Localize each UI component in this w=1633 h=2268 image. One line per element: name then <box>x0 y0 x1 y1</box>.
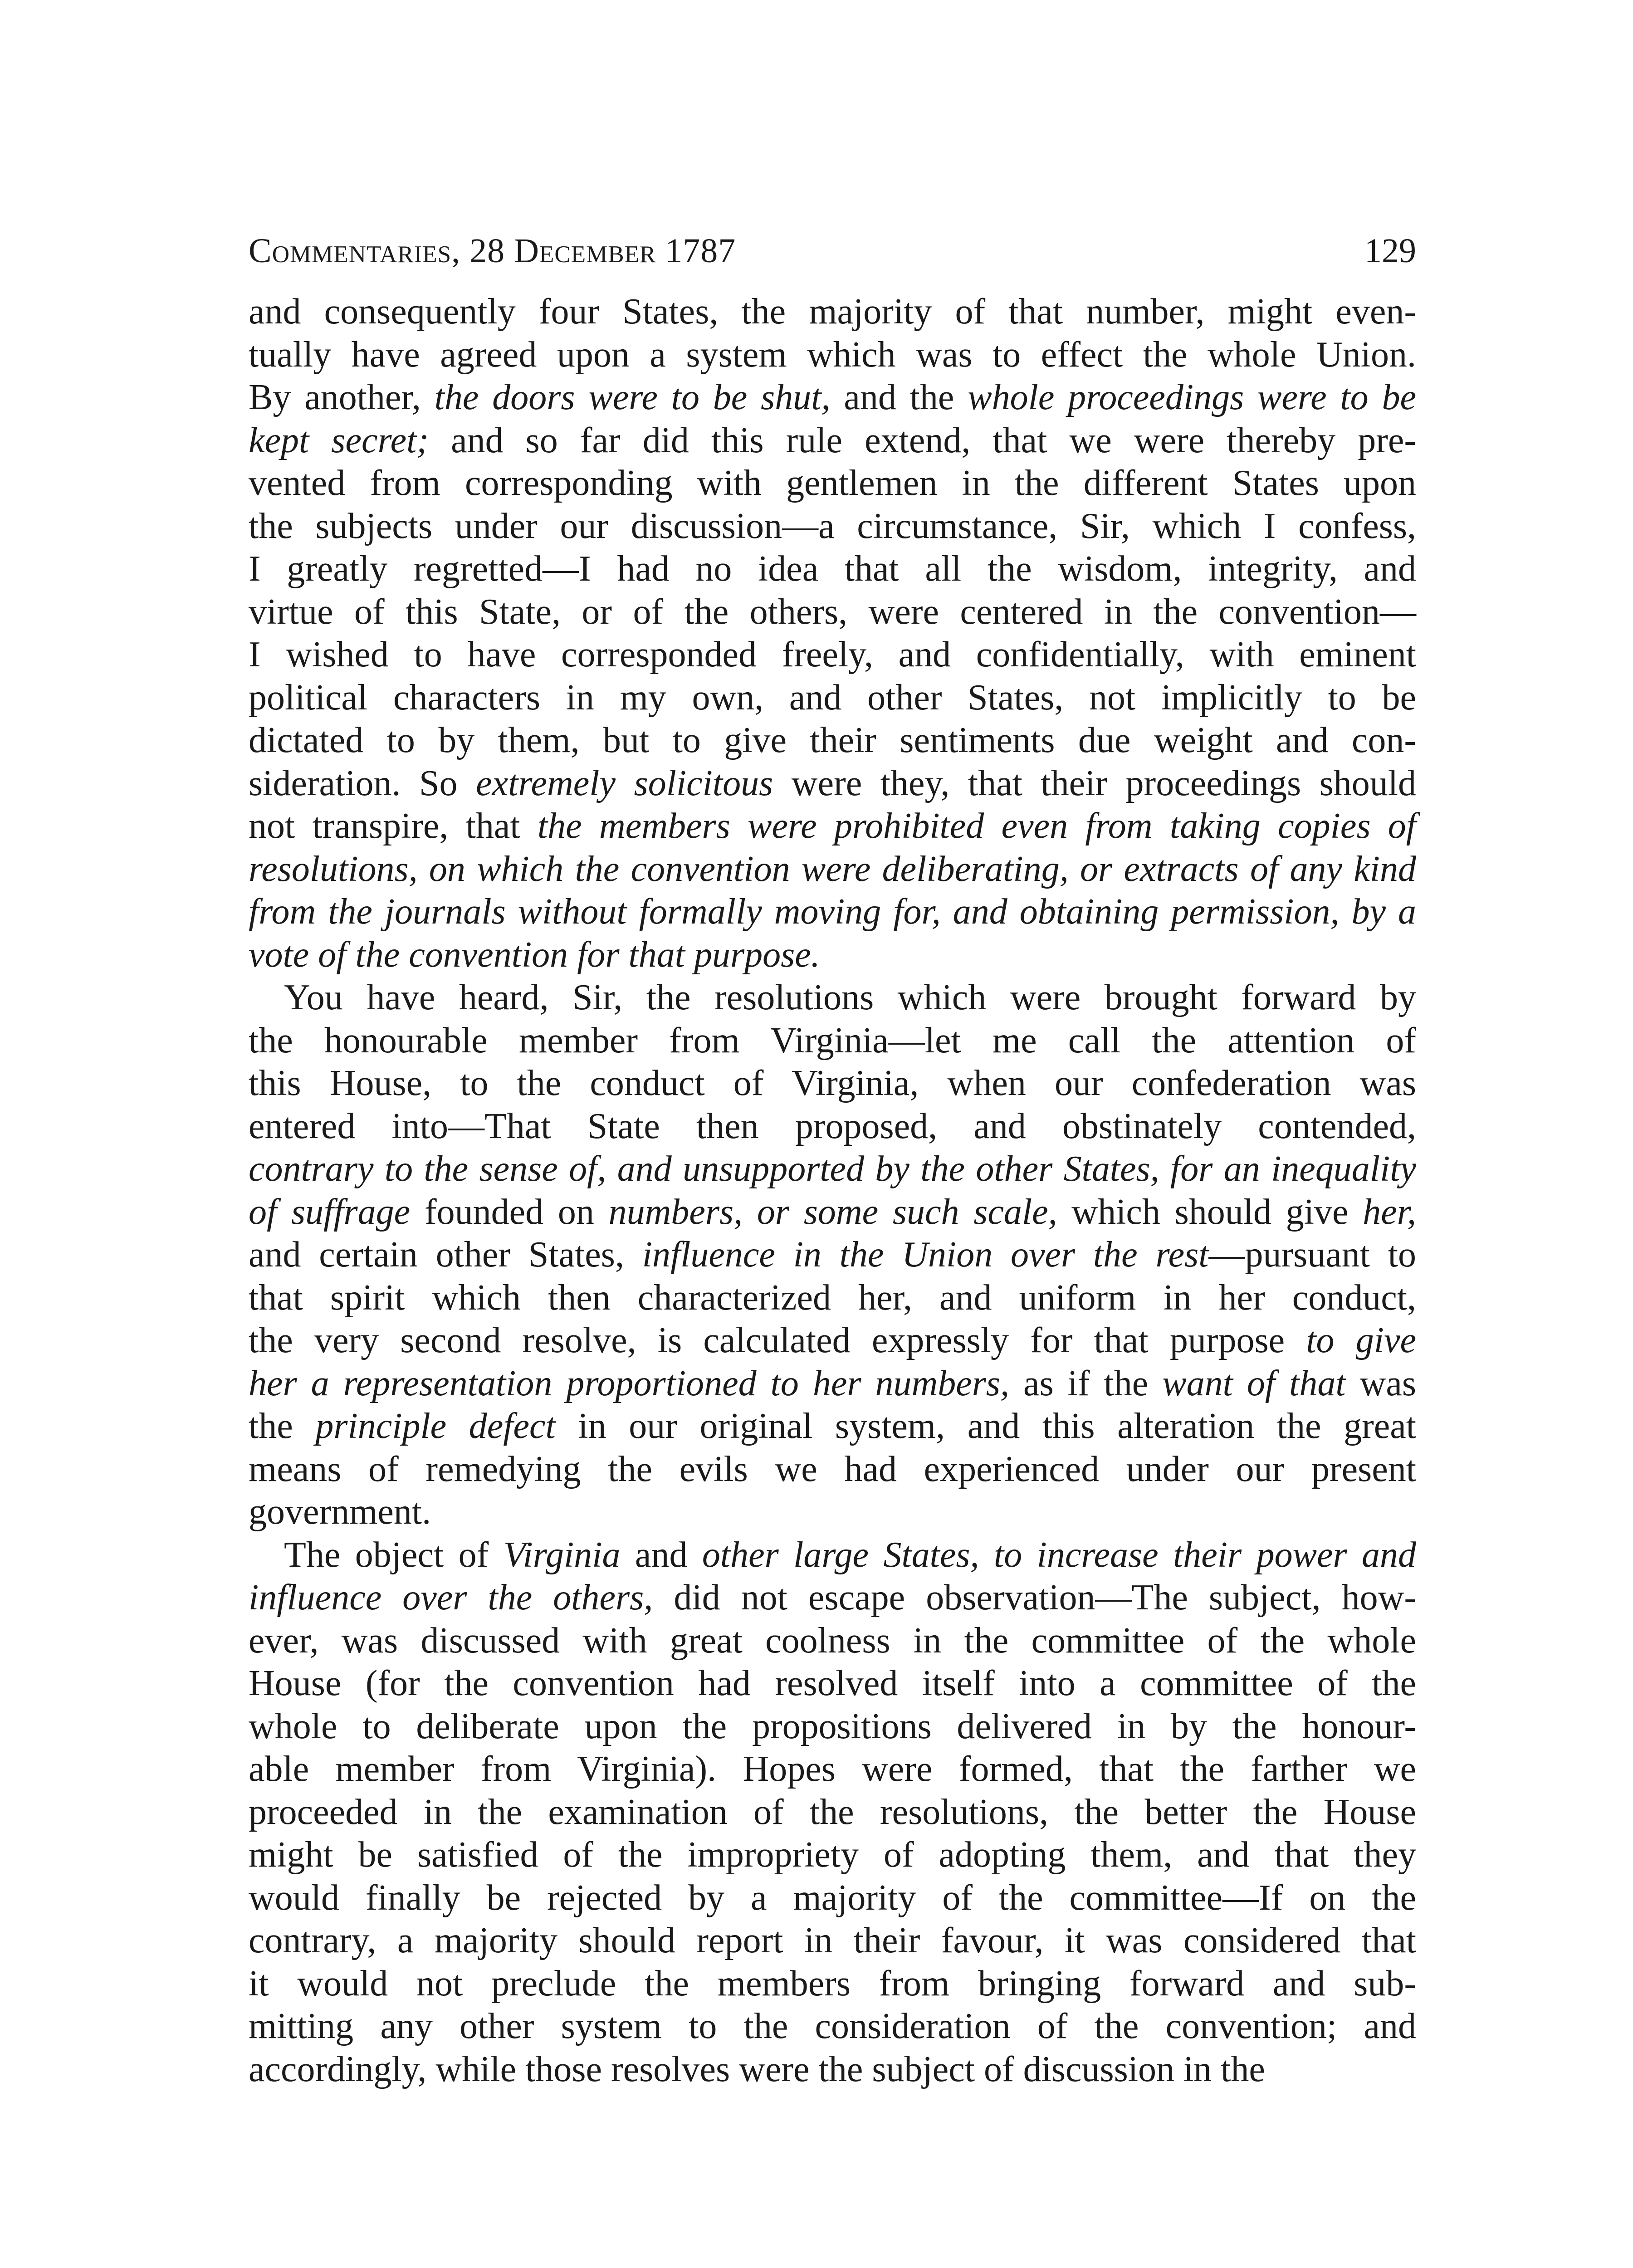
paragraph <box>249 976 1416 1534</box>
text-line: the subjects under our discussion—a circumstance, Sir, which I confess, <box>249 506 1416 546</box>
italic-text: other large States, to increase their power and <box>702 1535 1416 1575</box>
text-line: would finally be rejected by a majority of the committee—If on the <box>249 1877 1416 1918</box>
text-line <box>249 890 1416 934</box>
italic-text: influence over the others, <box>249 1578 653 1618</box>
italic-text: influence in the Union over the rest <box>642 1235 1209 1275</box>
text-line: this House, to the conduct of Virginia, when our confederation was <box>249 1063 1416 1103</box>
text-line: the honourable member from Virginia—let me call the attention of <box>249 1020 1416 1061</box>
text-line: I wished to have corresponded freely, and confidentially, with eminent <box>249 635 1416 675</box>
text-line: House (for the convention had resolved itself into a committee of the <box>249 1663 1416 1703</box>
text-line: tually have agreed upon a system which was to effect the whole Union. <box>249 334 1416 375</box>
text-line: You have heard, Sir, the resolutions which were brought forward by <box>284 978 1416 1017</box>
paragraph <box>249 1534 1416 2091</box>
italic-text: contrary to the sense of, and unsupported by the other States, for an inequality <box>249 1149 1416 1189</box>
text-line: government. <box>249 1492 431 1532</box>
italic-text: whole proceedings were to be <box>968 377 1416 417</box>
running-head <box>249 226 1416 276</box>
text-line: that spirit which then characterized her, and uniform in her conduct, <box>249 1277 1416 1318</box>
text-line: sideration. So extremely solicitous were they, that their proceedings should <box>249 763 1416 803</box>
italic-text: her a representation proportioned to her numbers, <box>249 1363 1010 1403</box>
text-line: her a representation proportioned to her numbers, as if the want of that was <box>249 1363 1416 1403</box>
text-line: the principle defect in our original system, and this alteration the great <box>249 1406 1417 1446</box>
text-line: dictated to by them, but to give their sentiments due weight and con- <box>249 720 1416 760</box>
paragraph <box>249 290 1416 976</box>
text-line: influence over the others, did not escape observation—The subject, how- <box>249 1578 1416 1618</box>
running-title: Commentaries, 28 December 1787 <box>249 232 736 270</box>
italic-text: Virginia <box>503 1535 621 1575</box>
text-line: able member from Virginia). Hopes were formed, that the farther we <box>249 1749 1416 1789</box>
italic-text: of suffrage <box>249 1192 411 1232</box>
text-line: of suffrage founded on numbers, or some such scale, which should give her, <box>249 1192 1417 1232</box>
italic-text: extremely solicitous <box>476 763 773 803</box>
italic-text: her, <box>1363 1192 1417 1232</box>
text-line: vented from corresponding with gentlemen in the different States upon <box>249 463 1416 503</box>
text-line: not transpire, that the members were prohibited even from taking copies of <box>249 806 1416 846</box>
text-line: contrary, a majority should report in their favour, it was considered that <box>249 1921 1416 1960</box>
text-line: virtue of this State, or of the others, were centered in the convention— <box>249 591 1416 632</box>
text-line: it would not preclude the members from bringing forward and sub- <box>249 1963 1416 2004</box>
italic-text: kept secret; <box>249 420 429 460</box>
text-line: ever, was discussed with great coolness in the committee of the whole <box>249 1620 1416 1661</box>
text-line: proceeded in the examination of the resolutions, the better the House <box>249 1792 1416 1832</box>
italic-text: vote of the convention for that purpose. <box>249 934 820 975</box>
italic-text: want of that <box>1162 1363 1346 1403</box>
text-line: accordingly, while those resolves were the subject of discussion in the <box>249 2049 1265 2089</box>
text-line: By another, the doors were to be shut, and the whole proceedings were to be <box>249 377 1416 417</box>
italic-text: numbers, or some such scale, <box>608 1192 1057 1232</box>
text-line: the very second resolve, is calculated expressly for that purpose to give <box>249 1320 1416 1360</box>
text-line: The object of Virginia and other large States, to increase their power and <box>284 1535 1416 1575</box>
text-line: whole to deliberate upon the propositions delivered in by the honour- <box>249 1706 1416 1746</box>
text-line <box>249 934 1416 977</box>
text-line: mitting any other system to the consideration of the convention; and <box>249 2006 1416 2046</box>
italic-text: to give <box>1306 1320 1416 1360</box>
italic-text: from the journals without formally moving for, and obtaining permission, by a <box>249 892 1416 932</box>
text-line: means of remedying the evils we had experienced under our present <box>249 1449 1416 1489</box>
text-line <box>249 848 1416 891</box>
text-line: entered into—That State then proposed, and obstinately contended, <box>249 1106 1416 1146</box>
italic-text: the doors were to be shut, <box>434 377 831 417</box>
text-line: and certain other States, influence in the Union over the rest—pursuant to <box>249 1235 1416 1275</box>
italic-text: resolutions, on which the convention were deliberating, or extracts of any kind <box>249 849 1416 889</box>
body-text <box>249 290 1416 2091</box>
italic-text: principle defect <box>315 1406 556 1446</box>
text-line: kept secret; and so far did this rule extend, that we were thereby pre- <box>249 420 1416 460</box>
text-line: political characters in my own, and other States, not implicitly to be <box>249 677 1416 718</box>
text-line: might be satisfied of the impropriety of adopting them, and that they <box>249 1835 1416 1875</box>
text-line: I greatly regretted—I had no idea that all the wisdom, integrity, and <box>249 549 1416 589</box>
text-line: and consequently four States, the majority of that number, might even- <box>249 292 1416 332</box>
page-number: 129 <box>1364 232 1416 270</box>
italic-text: the members were prohibited even from taking copies of <box>537 806 1416 846</box>
text-line <box>249 1148 1416 1191</box>
